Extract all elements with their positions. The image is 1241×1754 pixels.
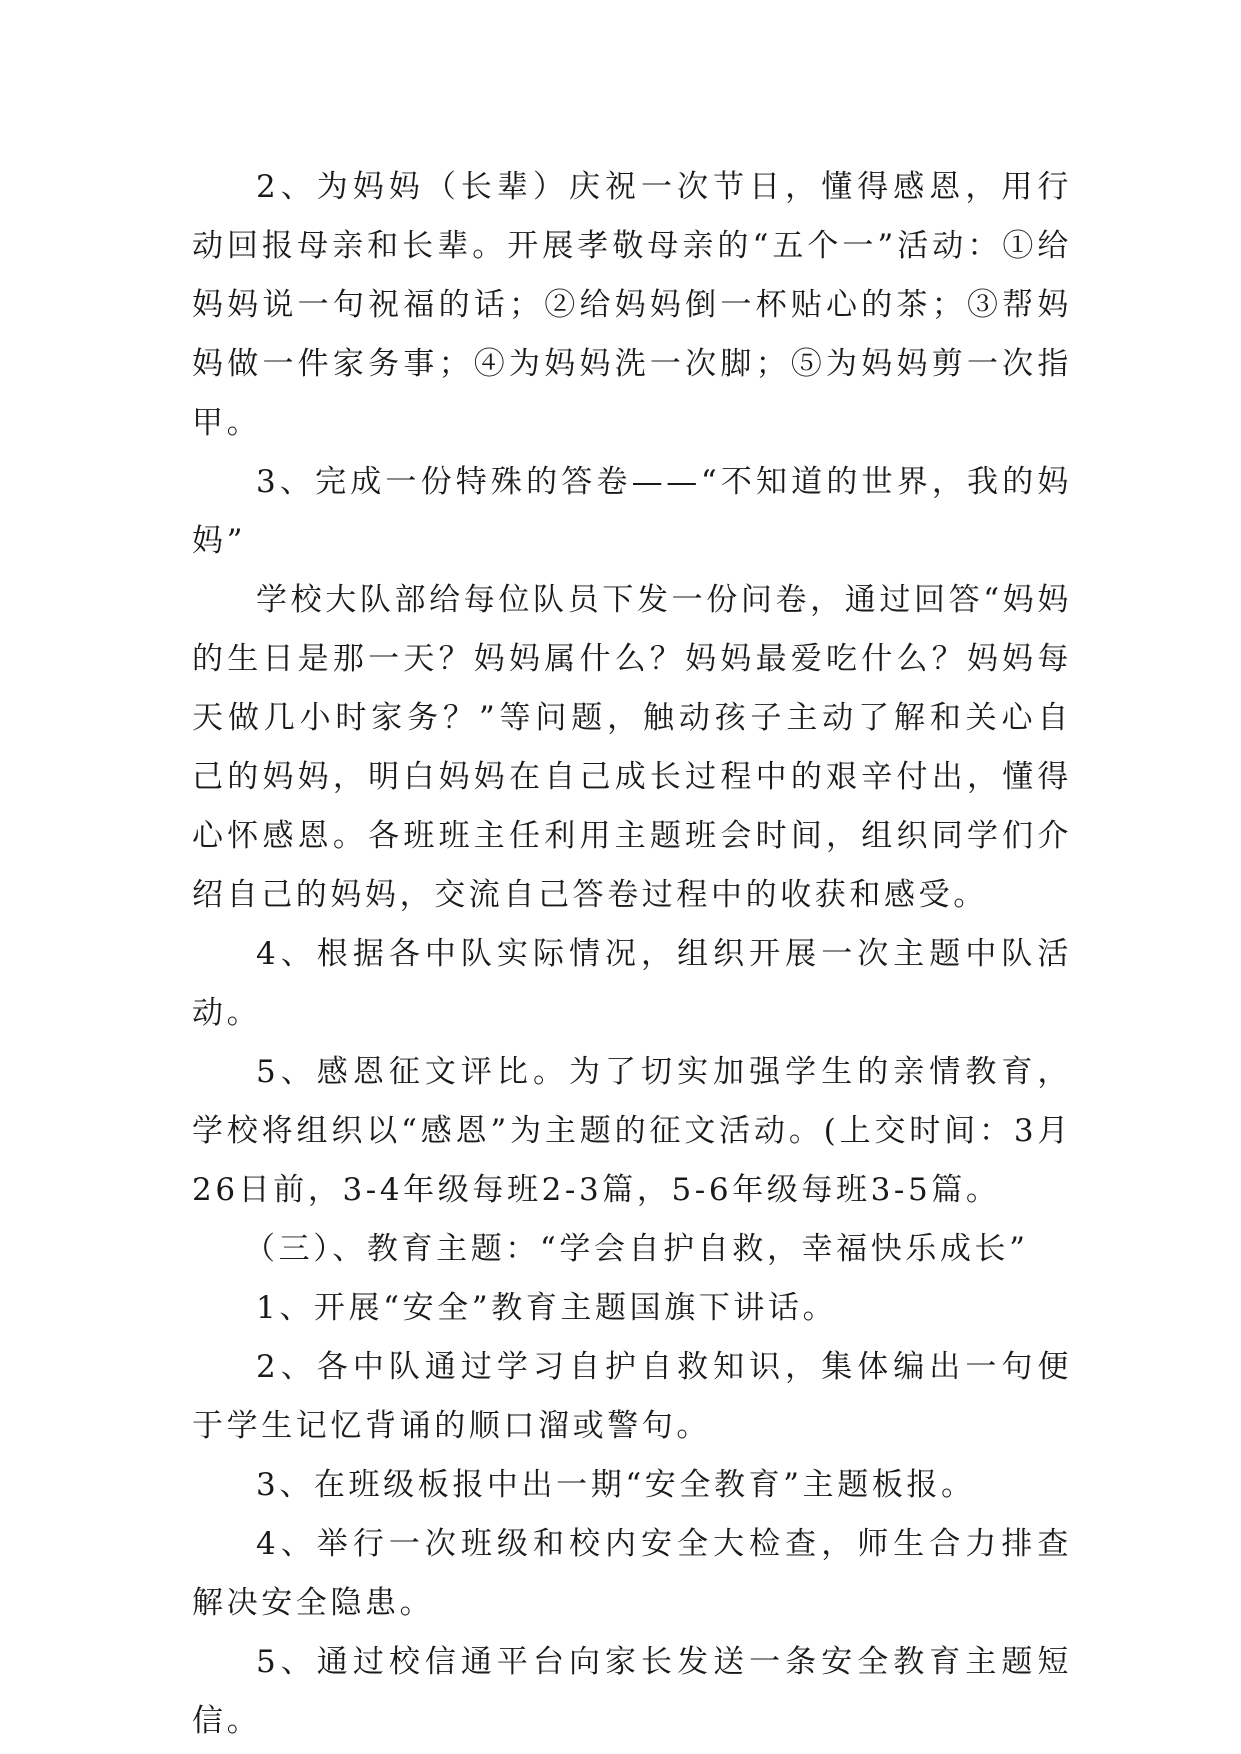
paragraph-safety-4: 4、举行一次班级和校内安全大检查，师生合力排查解决安全隐患。 — [192, 1526, 1072, 1621]
paragraph-activity-3: 3、完成一份特殊的答卷——“不知道的世界，我的妈妈” — [192, 464, 1072, 559]
paragraph-activity-5: 5、感恩征文评比。为了切实加强学生的亲情教育，学校将组织以“感恩”为主题的征文活动。(上交时间：3月26日前，3-4年级每班2-3篇，5-6年级每班3-5篇。 — [192, 1054, 1072, 1208]
document-body — [192, 158, 1072, 1751]
paragraph-activity-2: 2、为妈妈（长辈）庆祝一次节日，懂得感恩，用行动回报母亲和长辈。开展孝敬母亲的“五个一”活动：①给妈妈说一句祝福的话；②给妈妈倒一杯贴心的茶；③帮妈妈做一件家务事；④为妈妈洗一次脚；⑤为妈妈剪一次指甲。 — [192, 169, 1072, 441]
section-heading-safety: （三）、教育主题：“学会自护自救，幸福快乐成长” — [244, 1231, 1029, 1267]
paragraph-safety-5: 5、通过校信通平台向家长发送一条安全教育主题短信。 — [192, 1644, 1072, 1739]
paragraph-safety-2: 2、各中队通过学习自护自救知识，集体编出一句便于学生记忆背诵的顺口溜或警句。 — [192, 1349, 1072, 1444]
paragraph-safety-1: 1、开展“安全”教育主题国旗下讲话。 — [256, 1290, 838, 1326]
paragraph-activity-4: 4、根据各中队实际情况，组织开展一次主题中队活动。 — [192, 936, 1072, 1031]
paragraph-safety-3: 3、在班级板报中出一期“安全教育”主题板报。 — [256, 1467, 976, 1503]
paragraph-questionnaire: 学校大队部给每位队员下发一份问卷，通过回答“妈妈的生日是那一天？妈妈属什么？妈妈最爱吃什么？妈妈每天做几小时家务？”等问题，触动孩子主动了解和关心自己的妈妈，明白妈妈在自己成长过程中的艰辛付出，懂得心怀感恩。各班班主任利用主题班会时间，组织同学们介绍自己的妈妈，交流自己答卷过程中的收获和感受。 — [192, 582, 1072, 913]
